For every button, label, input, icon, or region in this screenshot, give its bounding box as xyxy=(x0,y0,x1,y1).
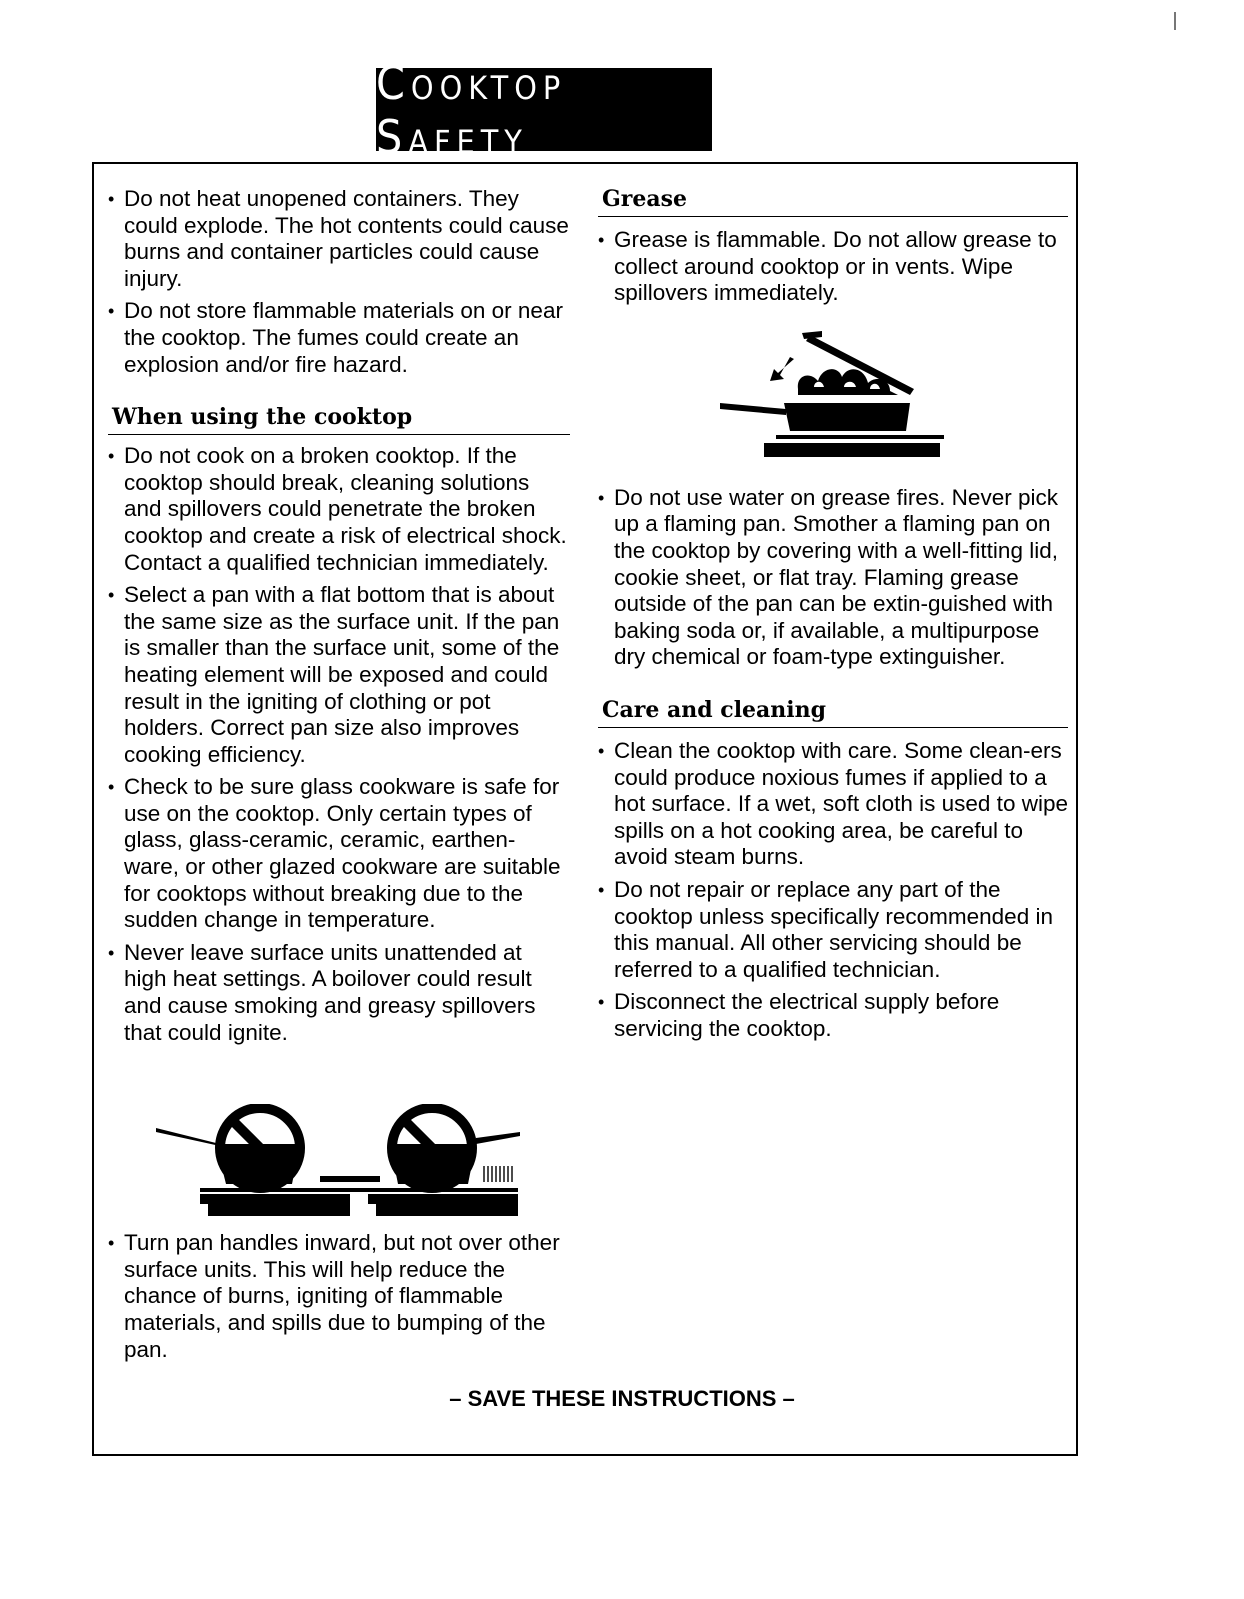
scan-mark xyxy=(1174,12,1176,30)
section-heading-grease: Grease xyxy=(598,186,1068,217)
section-heading-using-cooktop: When using the cooktop xyxy=(108,404,570,435)
page-title: Cooktop Safety xyxy=(376,55,567,164)
list-item: • Never leave surface units unattended at high heat settings. A boilover could result and cause smoking and greasy spillovers that could ignite. xyxy=(108,940,570,1046)
grease-list xyxy=(598,227,1068,307)
list-item: • Disconnect the electrical supply before servicing the cooktop. xyxy=(598,989,1068,1042)
list-item: • Clean the cooktop with care. Some clean-ers could produce noxious fumes if applied to a hot surface. If a wet, soft cloth is used to wipe spills on a hot cooking area, be careful to avoid steam burns. xyxy=(598,738,1068,871)
list-item: • Do not use water on grease fires. Never pick up a flaming pan. Smother a flaming pan on the cooktop by covering with a well-fitting lid, cookie sheet, or flat tray. Flaming grease outside of the pan can be extin-guished with baking soda or, if available, a multipurpose dry chemical or foam-type extinguisher. xyxy=(598,485,1068,671)
grease-fire-list xyxy=(598,485,1068,671)
no-handle-over-burner-icon xyxy=(368,1108,520,1216)
right-column xyxy=(598,186,1068,1048)
pan-handles-list xyxy=(108,1230,570,1363)
list-item: • Check to be sure glass cookware is safe for use on the cooktop. Only certain types of glass, glass-ceramic, ceramic, earthen-ware, or other glazed cookware are suitable for cooktops without breaking due to the sudden change in temperature. xyxy=(108,774,570,934)
list-item: • Do not heat unopened containers. They could explode. The hot contents could cause burns and container particles could cause injury. xyxy=(108,186,570,292)
section-heading-care-cleaning: Care and cleaning xyxy=(598,697,1068,728)
intro-list xyxy=(108,186,570,378)
save-instructions-footer: – SAVE THESE INSTRUCTIONS – xyxy=(449,1386,795,1411)
list-item: • Do not cook on a broken cooktop. If the cooktop should break, cleaning solutions and spillovers could penetrate the broken cooktop and create a risk of electrical shock. Contact a qualified technician immediately. xyxy=(108,443,570,576)
care-list xyxy=(598,738,1068,1043)
left-column xyxy=(108,186,570,1369)
list-item: • Do not repair or replace any part of the cooktop unless specifically recommended in this manual. All other servicing should be referred to a qualified technician. xyxy=(598,877,1068,983)
no-handle-outward-icon xyxy=(156,1108,380,1216)
list-item: • Turn pan handles inward, but not over other surface units. This will help reduce the chance of burns, igniting of flammable materials, and spills due to bumping of the pan. xyxy=(108,1230,570,1363)
page-title-banner xyxy=(376,55,712,164)
list-item: • Do not store flammable materials on or near the cooktop. The fumes could create an explosion and/or fire hazard. xyxy=(108,298,570,378)
pan-handle-illustration xyxy=(150,1104,530,1216)
list-item: • Grease is flammable. Do not allow grease to collect around cooktop or in vents. Wipe spillovers immediately. xyxy=(598,227,1068,307)
pan-fire-lid-icon xyxy=(714,331,944,461)
using-cooktop-list xyxy=(108,443,570,1046)
list-item: • Select a pan with a flat bottom that is about the same size as the surface unit. If the pan is smaller than the surface unit, some of the heating element will be exposed and could result in the igniting of clothing or pot holders. Correct pan size also improves cooking efficiency. xyxy=(108,582,570,768)
